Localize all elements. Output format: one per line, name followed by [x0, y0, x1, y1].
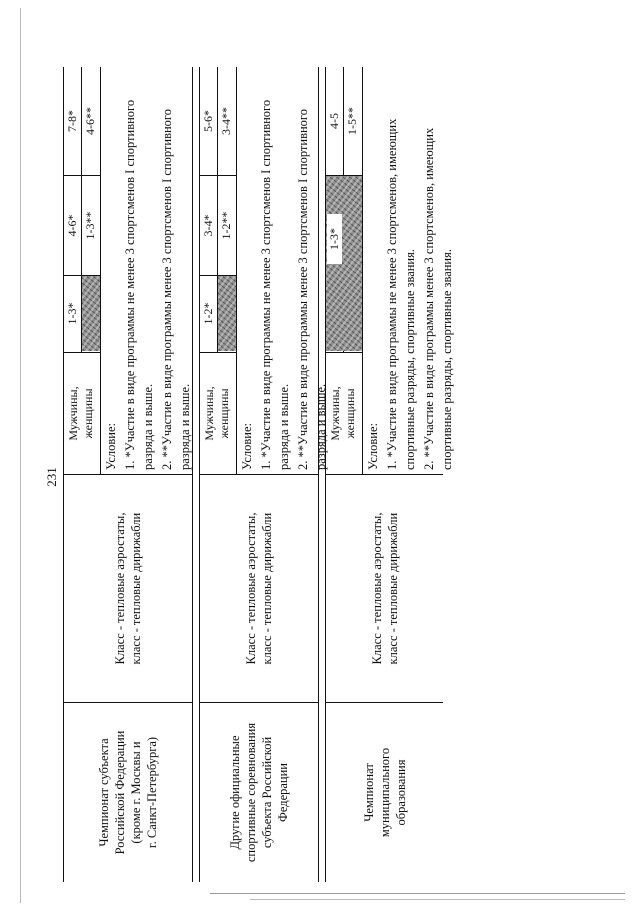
shaded-cell — [218, 276, 236, 351]
text-gender_label-0: Мужчины, — [202, 386, 216, 441]
shaded-cell — [82, 276, 100, 351]
table-row — [325, 67, 454, 882]
gender-label — [200, 352, 236, 474]
text-rows-0-bottom_values-1: 1-3** — [83, 211, 97, 240]
text-rows-2-event-1: муниципального — [377, 747, 392, 838]
text-rows-0-event-2: (кроме г. Москвы и — [129, 741, 143, 844]
text-rows-0-event-0: Чемпионат субъекта — [97, 738, 111, 847]
rotated-page — [44, 67, 454, 882]
text-gender_label-1: женщины — [81, 388, 95, 439]
text-rows-0-condition-3: 2. **Участие в виде программы менее 3 спортсменов I спортивного — [159, 109, 174, 470]
rank-cell — [326, 67, 454, 474]
text-rows-1-top_values-2: 5-6* — [201, 110, 215, 132]
gender-label — [64, 352, 100, 474]
text-rows-0-event-3: г. Санкт-Петербурга) — [145, 736, 159, 849]
text-rows-0-condition-4: разряда и выше. — [178, 383, 192, 470]
gender-subtable — [326, 67, 363, 474]
class-cell — [64, 474, 192, 702]
text-rows-1-class-0: Класс - тепловые аэростаты, — [244, 512, 258, 665]
text-rows-2-condition-0: Условие: — [366, 423, 380, 470]
text-gender_label-1: женщины — [217, 388, 231, 439]
text-rows-1-condition-2: разряда и выше. — [277, 383, 291, 470]
condition-text — [364, 77, 457, 470]
text-rows-2-top_values-0: 1-3* — [327, 214, 342, 264]
text-rows-0-top_values-2: 7-8* — [65, 110, 79, 132]
bottom-rule-secondary — [250, 899, 625, 900]
text-rows-2-event-0: Чемпионат — [361, 763, 376, 822]
text-rows-0-condition-1: 1. *Участие в виде программы не менее 3 спортсменов I спортивного — [122, 99, 137, 470]
text-rows-2-condition-4: спортивные разряды, спортивные звания. — [440, 249, 454, 470]
text-gender_label-0: Мужчины, — [328, 386, 342, 441]
text-rows-0-event-1: Российской Федерации — [113, 730, 127, 855]
text-rows-2-class-0: Класс - тепловые аэростаты, — [369, 512, 384, 665]
class-cell — [200, 474, 318, 702]
text-rows-1-condition-0: Условие: — [240, 423, 254, 470]
table-row — [199, 67, 328, 882]
text-rows-0-condition-2: разряда и выше. — [141, 383, 155, 470]
text-rows-1-event-0: Другие официальные — [228, 735, 242, 850]
text-rows-2-condition-1: 1. *Участие в виде программы не менее 3 спортсменов, имеющих — [384, 118, 399, 470]
text-rows-0-top_values-1: 4-6* — [65, 214, 79, 237]
text-rows-0-condition-0: Условие: — [104, 423, 118, 470]
text-gender_label-1: женщины — [343, 388, 357, 439]
text-rows-1-condition-1: 1. *Участие в виде программы не менее 3 спортсменов I спортивного — [258, 99, 273, 470]
text-gender_label-0: Мужчины, — [66, 386, 80, 441]
text-rows-2-top_values-1: 4-5 — [327, 113, 341, 129]
text-rows-1-bottom_values-1: 1-2** — [219, 211, 233, 240]
rank-cell — [200, 67, 328, 474]
text-rows-0-class-1: класс - тепловые дирижабли — [129, 512, 143, 665]
text-rows-2-event-2: образования — [393, 759, 408, 826]
page-number: 231 — [44, 467, 59, 487]
text-rows-2-class-1: класс - тепловые дирижабли — [385, 512, 400, 665]
class-cell — [326, 474, 443, 702]
event-cell — [200, 702, 318, 882]
event-cell — [64, 702, 192, 882]
text-rows-1-event-3: Федерации — [276, 762, 290, 823]
gender-subtable — [200, 67, 237, 474]
condition-text — [102, 77, 195, 470]
table-row — [63, 67, 193, 882]
text-rows-0-bottom_values-2: 4-6** — [83, 107, 97, 135]
text-rows-1-top_values-1: 3-4* — [201, 214, 215, 237]
text-rows-2-condition-2: спортивные разряды, спортивные звания. — [403, 249, 417, 470]
text-rows-0-class-0: Класс - тепловые аэростаты, — [113, 512, 127, 665]
text-rows-1-top_values-0: 1-2* — [201, 302, 215, 325]
text-rows-1-event-1: спортивные соревнования — [244, 722, 258, 863]
text-rows-2-bottom_values-1: 1-5** — [345, 107, 359, 135]
gender-subtable — [64, 67, 101, 474]
text-rows-1-condition-4: разряда и выше. — [314, 383, 328, 470]
page-left-edge — [20, 8, 21, 903]
text-rows-0-top_values-0: 1-3* — [65, 302, 79, 325]
text-rows-1-bottom_values-2: 3-4** — [219, 107, 233, 135]
text-rows-1-condition-3: 2. **Участие в виде программы менее 3 спортсменов I спортивного — [295, 109, 310, 470]
gender-label — [326, 352, 362, 474]
text-rows-1-class-1: класс - тепловые дирижабли — [260, 512, 274, 665]
text-rows-1-event-2: субъекта Российской — [260, 736, 274, 849]
condition-text — [238, 77, 331, 470]
text-rows-2-condition-3: 2. **Участие в виде программы менее 3 спортсменов, имеющих — [421, 127, 436, 470]
bottom-rule — [210, 893, 625, 894]
rank-cell — [64, 67, 192, 474]
event-cell — [326, 702, 443, 882]
